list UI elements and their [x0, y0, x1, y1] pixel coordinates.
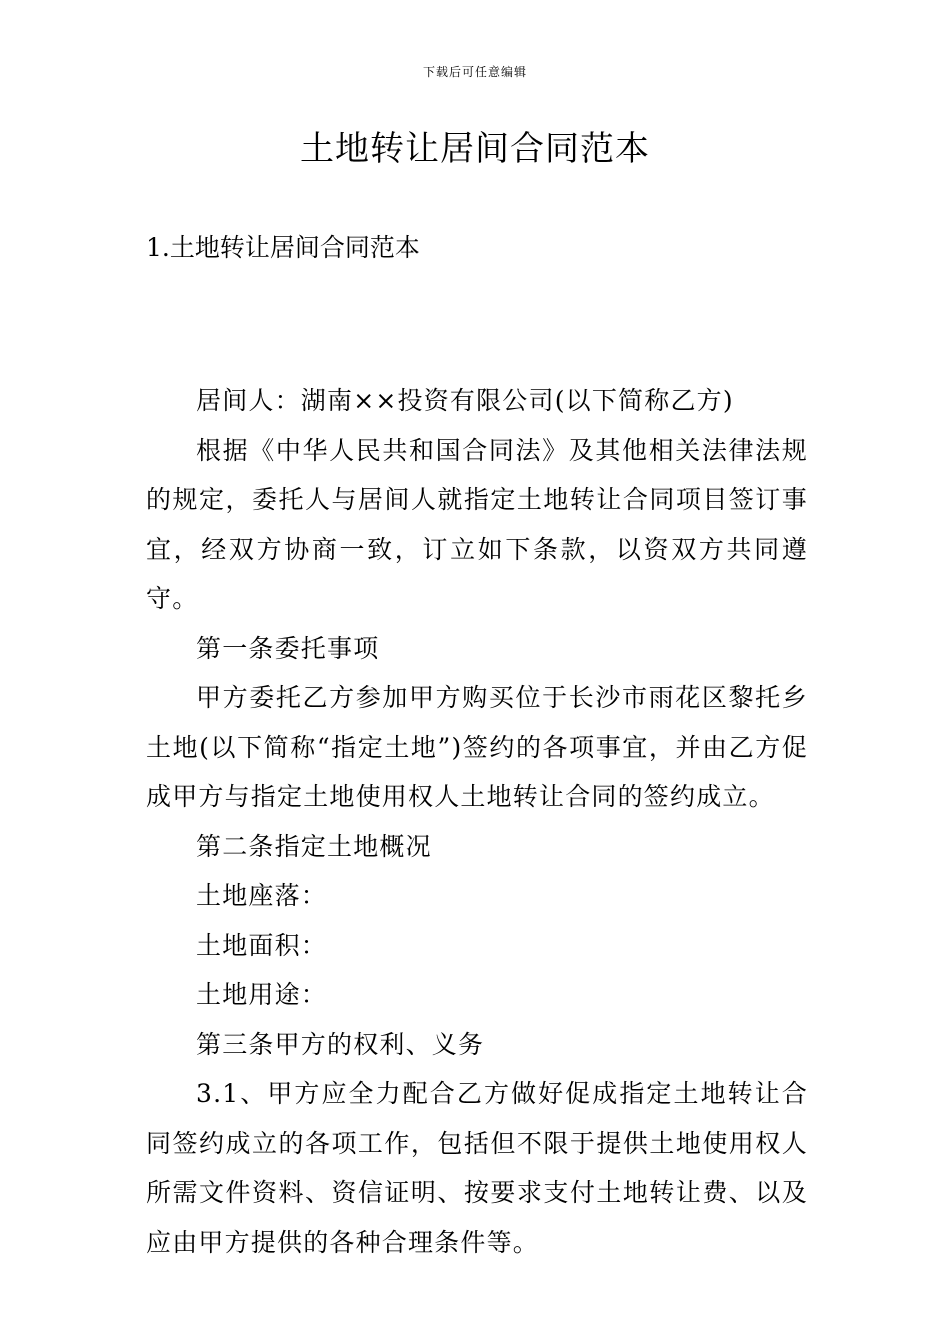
- article-1-heading: 第一条委托事项: [196, 633, 380, 663]
- section-heading: 1.土地转让居间合同范本: [146, 233, 420, 262]
- document-title: 土地转让居间合同范本: [300, 129, 650, 169]
- article-2-heading: 第二条指定土地概况: [196, 831, 432, 861]
- article-3-heading: 第三条甲方的权利、义务: [196, 1029, 485, 1059]
- paragraph-article-1: 甲方委托乙方参加甲方购买位于长沙市雨花区黎托乡土地(以下简称“指定土地”)签约的各项事宜，并由乙方促成甲方与指定土地使用权人土地转让合同的签约成立。: [146, 683, 808, 811]
- field-land-use: 土地用途：: [196, 980, 328, 1009]
- document-body: [146, 376, 808, 1267]
- field-land-area: 土地面积：: [196, 930, 328, 960]
- page-header-note: 下载后可任意编辑: [422, 65, 527, 79]
- paragraph-intermediary: 居间人：湖南××投资有限公司(以下简称乙方): [196, 386, 734, 415]
- paragraph-legal-basis: 根据《中华人民共和国合同法》及其他相关法律法规的规定，委托人与居间人就指定土地转让合同项目签订事宜，经双方协商一致，订立如下条款，以资双方共同遵守。: [146, 435, 808, 613]
- field-land-location: 土地座落：: [196, 881, 328, 910]
- paragraph-article-3-1: 3.1、甲方应全力配合乙方做好促成指定土地转让合同签约成立的各项工作，包括但不限于提供土地使用权人所需文件资料、资信证明、按要求支付土地转让费、以及应由甲方提供的各种合理条件等。: [146, 1079, 808, 1257]
